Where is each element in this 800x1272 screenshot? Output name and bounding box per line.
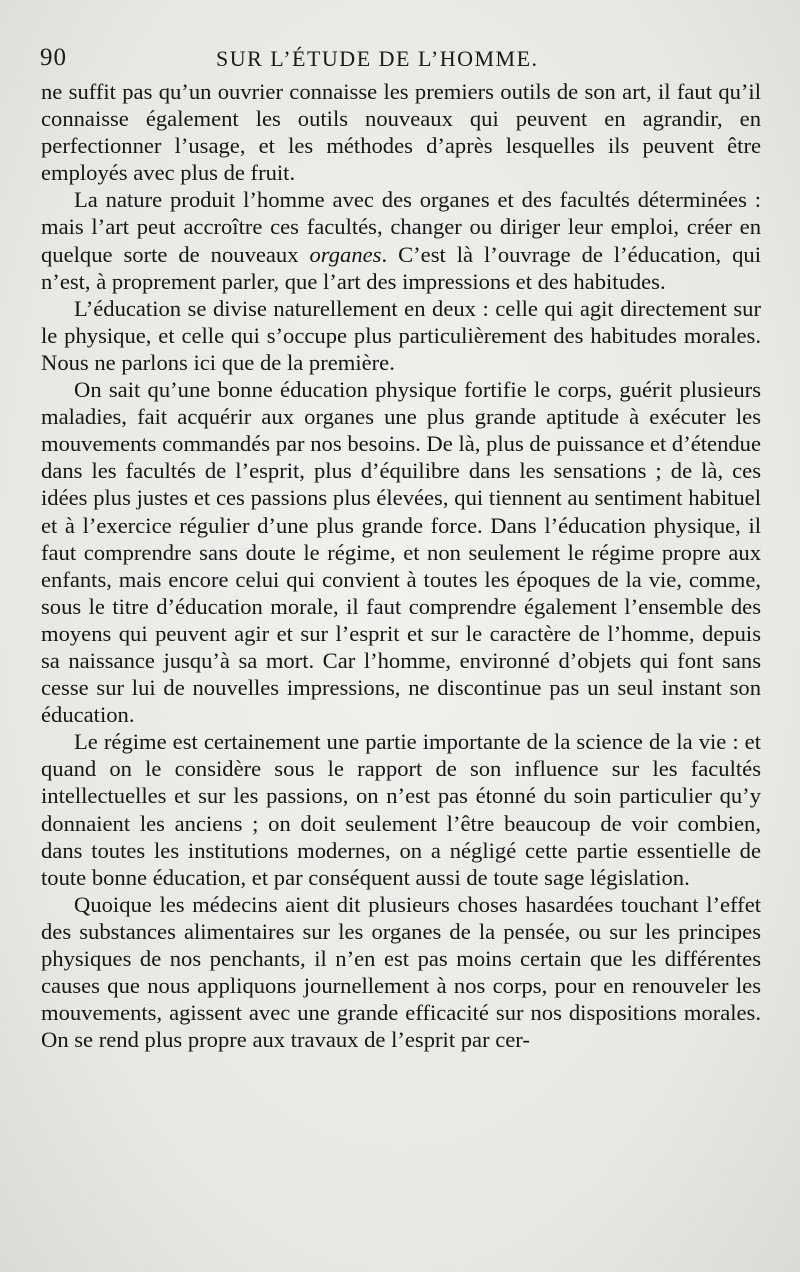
page-number: 90 — [40, 44, 67, 71]
paragraph — [41, 891, 761, 1054]
paragraph-text: ne suffit pas qu’un ouvrier connaisse les premiers outils de son art, il faut qu’il connaisse également les outils nouveaux qui peuvent en agrandir, en perfectionner l’usage, et les méthodes d’après lesquelles ils peuvent être employés avec plus de fruit. — [41, 79, 761, 186]
paragraph — [41, 728, 761, 891]
running-title: SUR L’ÉTUDE DE L’HOMME. — [216, 46, 539, 71]
paragraph-text: La nature produit l’homme avec des organes et des facultés déterminées : mais l’art peut accroître ces facultés, changer ou diriger leur emploi, créer en quelque sorte de nouveaux — [41, 187, 761, 267]
body-text — [41, 78, 761, 1053]
paragraph-text: Quoique les médecins aient dit plusieurs choses hasardées touchant l’effet des substances alimentaires sur les organes de la pensée, ou sur les principes physiques de nos penchants, il n’en est pas moins certain que les différentes causes que nous appliquons journellement à nos corps, pour en renouveler les mouvements, agissent avec une grande efficacité sur nos dispositions morales. On se rend plus propre aux travaux de l’esprit par cer- — [41, 891, 761, 1053]
paragraph-text: Le régime est certainement une partie importante de la science de la vie : et quand on le considère sous le rapport de son influence sur les facultés intellectuelles et sur les passions, on n’est pas étonné du soin particulier qu’y donnaient les anciens ; on doit seulement l’être beaucoup de voir combien, dans toutes les institutions modernes, on a négligé cette partie essentielle de toute bonne éducation, et par conséquent aussi de toute sage législation. — [41, 729, 761, 890]
paragraph — [41, 186, 761, 294]
page-header — [40, 44, 760, 74]
paragraph — [41, 376, 761, 728]
paragraph-continuation — [41, 78, 761, 186]
italic-term: organes — [309, 241, 382, 267]
paragraph-text: L’éducation se divise naturellement en deux : celle qui agit directement sur le physique, et celle qui s’occupe plus particulièrement des habitudes morales. Nous ne parlons ici que de la première. — [41, 295, 761, 375]
paragraph — [41, 295, 761, 376]
paragraph-text: . C’est là l’ouvrage de l’éducation, qui n’est, à proprement parler, que l’art des impressions et des habitudes. — [41, 241, 761, 294]
paragraph-text: On sait qu’une bonne éducation physique fortifie le corps, guérit plusieurs maladies, fait acquérir aux organes une plus grande aptitude à exécuter les mouvements commandés par nos besoins. De là, plus de puissance et d’étendue dans les facultés de l’esprit, plus d’équilibre dans les sensations ; de là, ces idées plus justes et ces passions plus élevées, qui tiennent au sentiment habituel et à l’exercice régulier d’une plus grande force. Dans l’éducation physique, il faut comprendre sans doute le régime, et non seulement le régime propre aux enfants, mais encore celui qui convient à toutes les époques de la vie, comme, sous le titre d’éducation morale, il faut comprendre également l’ensemble des moyens qui peuvent agir et sur l’esprit et sur le caractère de l’homme, depuis sa naissance jusqu’à sa mort. Car l’homme, environné d’objets qui font sans cesse sur lui de nouvelles impressions, ne discontinue pas un seul instant son éducation. — [41, 377, 761, 728]
